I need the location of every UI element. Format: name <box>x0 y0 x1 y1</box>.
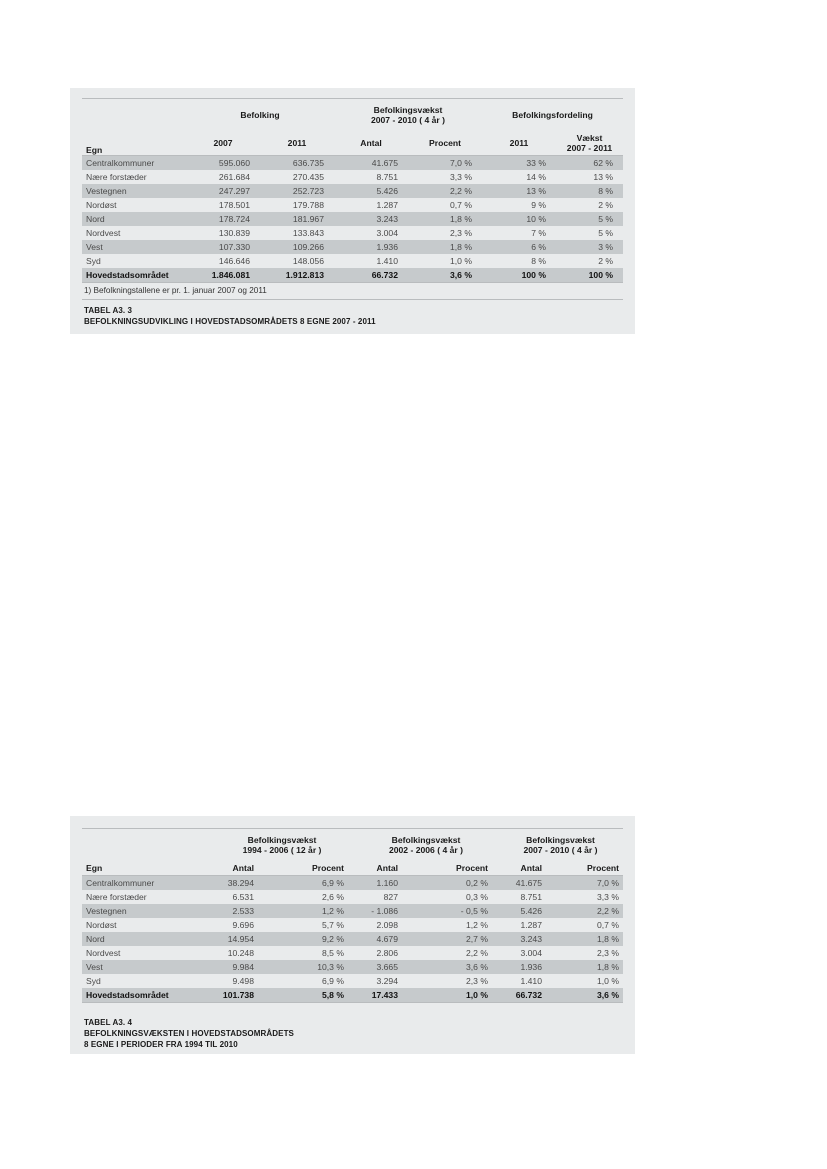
value-cell: 1,8 % <box>408 212 482 226</box>
col-antal: Antal <box>498 861 542 876</box>
value-cell: 10.248 <box>210 946 254 960</box>
value-cell: 9 % <box>482 198 556 212</box>
value-cell: 270.435 <box>260 170 334 184</box>
value-cell: 595.060 <box>186 156 260 171</box>
value-cell: 1.287 <box>498 918 542 932</box>
value-cell: 3,6 % <box>542 988 623 1003</box>
region-name-cell: Nære forstæder <box>82 170 186 184</box>
value-cell: 1,2 % <box>398 918 498 932</box>
region-name-cell: Vestegnen <box>82 184 186 198</box>
value-cell: 41.675 <box>498 876 542 891</box>
table-row <box>82 932 623 946</box>
region-name-cell: Vestegnen <box>82 904 210 918</box>
value-cell: 827 <box>354 890 398 904</box>
value-cell: 5 % <box>556 226 623 240</box>
col-procent: Procent <box>542 861 623 876</box>
value-cell: 146.646 <box>186 254 260 268</box>
value-cell: 2.533 <box>210 904 254 918</box>
value-cell: 5 % <box>556 212 623 226</box>
value-cell: 1,0 % <box>408 254 482 268</box>
region-name-cell: Hovedstadsområdet <box>82 268 186 283</box>
value-cell: 2 % <box>556 254 623 268</box>
col-2007: 2007 <box>186 131 260 156</box>
value-cell: 6.531 <box>210 890 254 904</box>
value-cell: 8 % <box>482 254 556 268</box>
value-cell: 252.723 <box>260 184 334 198</box>
col-antal: Antal <box>354 861 398 876</box>
value-cell: 3.243 <box>498 932 542 946</box>
table-total-row <box>82 268 623 283</box>
table-a3-3-panel <box>70 88 635 334</box>
table-row <box>82 918 623 932</box>
group-2002-2006: Befolkingsvækst 2002 - 2006 ( 4 år ) <box>354 829 498 862</box>
value-cell: 9.498 <box>210 974 254 988</box>
value-cell: 1.912.813 <box>260 268 334 283</box>
value-cell: 1,8 % <box>542 932 623 946</box>
value-cell: 9,2 % <box>254 932 354 946</box>
col-antal: Antal <box>334 131 408 156</box>
region-name-cell: Syd <box>82 254 186 268</box>
region-name-cell: Nordvest <box>82 946 210 960</box>
group-header-row <box>82 829 623 862</box>
col-procent: Procent <box>408 131 482 156</box>
value-cell: 1.846.081 <box>186 268 260 283</box>
value-cell: 9.984 <box>210 960 254 974</box>
value-cell: 66.732 <box>334 268 408 283</box>
value-cell: 2.098 <box>354 918 398 932</box>
value-cell: 4.679 <box>354 932 398 946</box>
table-row <box>82 198 623 212</box>
value-cell: 178.501 <box>186 198 260 212</box>
region-name-cell: Centralkommuner <box>82 876 210 891</box>
value-cell: - 1.086 <box>354 904 398 918</box>
column-header-row <box>82 861 623 876</box>
value-cell: 6,9 % <box>254 876 354 891</box>
value-cell: 100 % <box>556 268 623 283</box>
table-row <box>82 226 623 240</box>
value-cell: 2 % <box>556 198 623 212</box>
region-name-cell: Centralkommuner <box>82 156 186 171</box>
value-cell: 1.936 <box>498 960 542 974</box>
caption-title: TABEL A3. 4 <box>84 1018 133 1027</box>
value-cell: 1,8 % <box>408 240 482 254</box>
table-row <box>82 904 623 918</box>
value-cell: 109.266 <box>260 240 334 254</box>
value-cell: 13 % <box>556 170 623 184</box>
value-cell: 3.004 <box>334 226 408 240</box>
caption-text: BEFOLKNINGSVÆKSTEN I HOVEDSTADSOMRÅDETS <box>84 1029 294 1038</box>
value-cell: 3,3 % <box>542 890 623 904</box>
region-name-cell: Vest <box>82 960 210 974</box>
value-cell: 3 % <box>556 240 623 254</box>
value-cell: 1.160 <box>354 876 398 891</box>
value-cell: 5,8 % <box>254 988 354 1003</box>
value-cell: 107.330 <box>186 240 260 254</box>
col-egn: Egn <box>82 131 186 156</box>
value-cell: 38.294 <box>210 876 254 891</box>
value-cell: 5,7 % <box>254 918 354 932</box>
region-name-cell: Nord <box>82 932 210 946</box>
col-procent: Procent <box>398 861 498 876</box>
value-cell: 3,3 % <box>408 170 482 184</box>
value-cell: 101.738 <box>210 988 254 1003</box>
value-cell: 247.297 <box>186 184 260 198</box>
value-cell: 5.426 <box>334 184 408 198</box>
value-cell: 13 % <box>482 184 556 198</box>
value-cell: 1.410 <box>498 974 542 988</box>
value-cell: 41.675 <box>334 156 408 171</box>
value-cell: 62 % <box>556 156 623 171</box>
value-cell: 3.004 <box>498 946 542 960</box>
region-name-cell: Syd <box>82 974 210 988</box>
footnote: 1) Befolkningstallene er pr. 1. januar 2007 og 2011 <box>82 286 623 300</box>
table-row <box>82 254 623 268</box>
value-cell: 8.751 <box>498 890 542 904</box>
region-name-cell: Nordvest <box>82 226 186 240</box>
value-cell: 2,3 % <box>398 974 498 988</box>
col-egn: Egn <box>82 861 210 876</box>
value-cell: 7,0 % <box>408 156 482 171</box>
value-cell: 33 % <box>482 156 556 171</box>
value-cell: 5.426 <box>498 904 542 918</box>
col-procent: Procent <box>254 861 354 876</box>
value-cell: 3.243 <box>334 212 408 226</box>
value-cell: 7 % <box>482 226 556 240</box>
region-name-cell: Nord <box>82 212 186 226</box>
value-cell: 0,7 % <box>542 918 623 932</box>
value-cell: 1,2 % <box>254 904 354 918</box>
group-2007-2010: Befolkingsvækst 2007 - 2010 ( 4 år ) <box>498 829 623 862</box>
caption-text: BEFOLKNINGSUDVIKLING I HOVEDSTADSOMRÅDETS 8 EGNE 2007 - 2011 <box>84 317 376 326</box>
table-a3-4 <box>82 828 623 1003</box>
col-vaekst-2007-2011: Vækst 2007 - 2011 <box>556 131 623 156</box>
value-cell: 3.294 <box>354 974 398 988</box>
region-name-cell: Vest <box>82 240 186 254</box>
value-cell: 2,7 % <box>398 932 498 946</box>
caption-text: 8 EGNE I PERIODER FRA 1994 TIL 2010 <box>84 1040 238 1049</box>
table-row <box>82 240 623 254</box>
caption-title: TABEL A3. 3 <box>84 306 133 315</box>
value-cell: 3,6 % <box>408 268 482 283</box>
table-row <box>82 946 623 960</box>
value-cell: 1.936 <box>334 240 408 254</box>
value-cell: 2,6 % <box>254 890 354 904</box>
table-a3-4-panel <box>70 816 635 1054</box>
value-cell: 8 % <box>556 184 623 198</box>
value-cell: 181.967 <box>260 212 334 226</box>
value-cell: 2.806 <box>354 946 398 960</box>
col-2011: 2011 <box>260 131 334 156</box>
value-cell: 0,2 % <box>398 876 498 891</box>
value-cell: 179.788 <box>260 198 334 212</box>
value-cell: 2,2 % <box>398 946 498 960</box>
value-cell: 3,6 % <box>398 960 498 974</box>
table-caption <box>82 305 623 327</box>
value-cell: 133.843 <box>260 226 334 240</box>
column-header-row <box>82 131 623 156</box>
value-cell: 14.954 <box>210 932 254 946</box>
value-cell: 10,3 % <box>254 960 354 974</box>
value-cell: 10 % <box>482 212 556 226</box>
value-cell: 636.735 <box>260 156 334 171</box>
group-befolking: Befolking <box>186 99 334 132</box>
region-name-cell: Nære forstæder <box>82 890 210 904</box>
table-row <box>82 212 623 226</box>
value-cell: 0,3 % <box>398 890 498 904</box>
value-cell: 17.433 <box>354 988 398 1003</box>
value-cell: 8.751 <box>334 170 408 184</box>
value-cell: 261.684 <box>186 170 260 184</box>
value-cell: 2,2 % <box>408 184 482 198</box>
value-cell: 1,8 % <box>542 960 623 974</box>
table-row <box>82 184 623 198</box>
value-cell: 6 % <box>482 240 556 254</box>
table-row <box>82 876 623 891</box>
value-cell: - 0,5 % <box>398 904 498 918</box>
value-cell: 14 % <box>482 170 556 184</box>
value-cell: 148.056 <box>260 254 334 268</box>
value-cell: 130.839 <box>186 226 260 240</box>
col-fordeling-2011: 2011 <box>482 131 556 156</box>
value-cell: 7,0 % <box>542 876 623 891</box>
value-cell: 1.410 <box>334 254 408 268</box>
value-cell: 6,9 % <box>254 974 354 988</box>
group-1994-2006: Befolkingsvækst 1994 - 2006 ( 12 år ) <box>210 829 354 862</box>
table-row <box>82 960 623 974</box>
table-row <box>82 974 623 988</box>
value-cell: 2,3 % <box>408 226 482 240</box>
table-row <box>82 170 623 184</box>
group-header-row <box>82 99 623 132</box>
value-cell: 2,3 % <box>542 946 623 960</box>
region-name-cell: Hovedstadsområdet <box>82 988 210 1003</box>
region-name-cell: Nordøst <box>82 198 186 212</box>
table-row <box>82 156 623 171</box>
value-cell: 9.696 <box>210 918 254 932</box>
value-cell: 1,0 % <box>398 988 498 1003</box>
region-name-cell: Nordøst <box>82 918 210 932</box>
value-cell: 1.287 <box>334 198 408 212</box>
group-befolkingsfordeling: Befolkingsfordeling <box>482 99 623 132</box>
value-cell: 66.732 <box>498 988 542 1003</box>
table-total-row <box>82 988 623 1003</box>
value-cell: 3.665 <box>354 960 398 974</box>
col-antal: Antal <box>210 861 254 876</box>
table-row <box>82 890 623 904</box>
value-cell: 8,5 % <box>254 946 354 960</box>
value-cell: 1,0 % <box>542 974 623 988</box>
table-a3-3 <box>82 98 623 283</box>
value-cell: 2,2 % <box>542 904 623 918</box>
table-caption <box>82 1017 623 1050</box>
value-cell: 100 % <box>482 268 556 283</box>
value-cell: 178.724 <box>186 212 260 226</box>
value-cell: 0,7 % <box>408 198 482 212</box>
group-befolkingsvaekst: Befolkingsvækst 2007 - 2010 ( 4 år ) <box>334 99 482 132</box>
